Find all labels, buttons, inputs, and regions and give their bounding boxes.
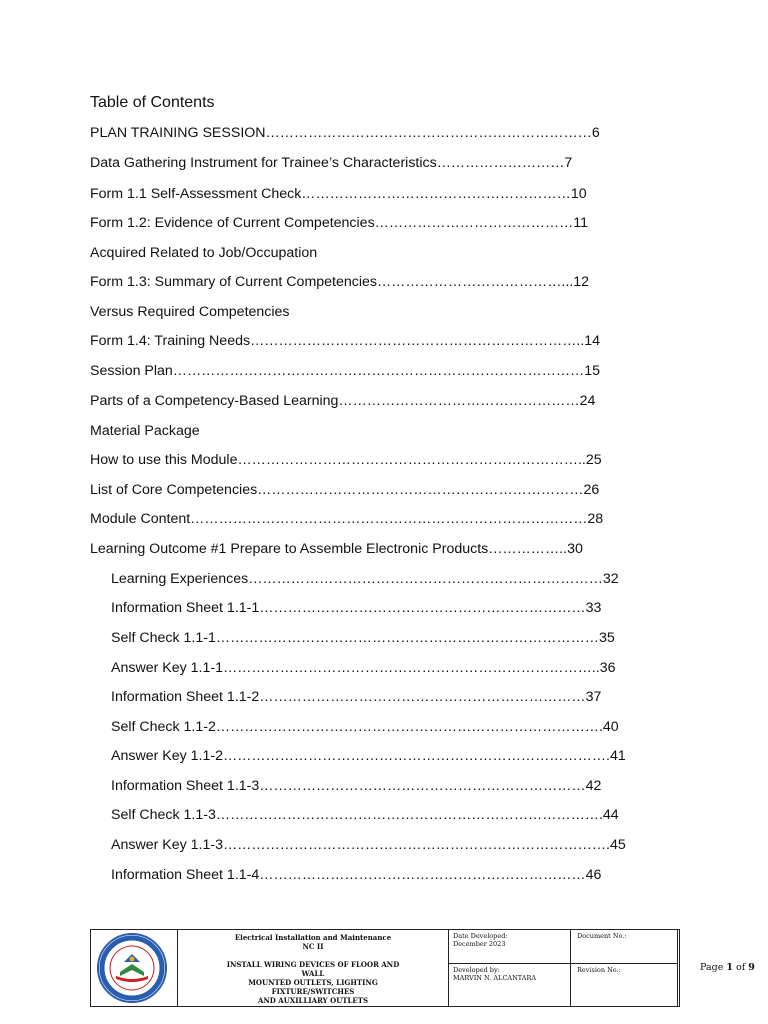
toc-entry: Form 1.2: Evidence of Current Competencies……………………………………11	[90, 215, 589, 231]
page-total: 9	[748, 962, 755, 973]
developed-by-value: MARVIN N. ALCANTARA	[453, 974, 537, 982]
toc-subentry: Answer Key 1.1-3……………………………………………………………………….45	[111, 837, 626, 853]
revision-number-label: Revision No.:	[577, 966, 621, 974]
toc-subentry: Self Check 1.1-1………………………………………………………………………35	[111, 630, 615, 646]
module-title-line: FIXTURE/SWITCHES	[271, 987, 355, 996]
page-number-cell	[678, 930, 768, 1006]
qualification-title-cell	[178, 930, 449, 1006]
toc-subentry: Answer Key 1.1-1……………………………………………………………………..36	[111, 660, 616, 676]
document-number-label: Document No.:	[577, 932, 627, 940]
toc-entry: List of Core Competencies……………………………………………………………26	[90, 482, 600, 498]
toc-entry: PLAN TRAINING SESSION……………………………………………………………6	[90, 125, 600, 141]
document-footer-table	[90, 929, 755, 1007]
qualification-level: NC II	[302, 942, 324, 951]
toc-entry: Form 1.3: Summary of Current Competencies…………………………………...12	[90, 274, 590, 290]
toc-entry: Learning Outcome #1 Prepare to Assemble Electronic Products……………..30	[90, 541, 583, 557]
page-current: 1	[726, 962, 733, 973]
toc-entry: Data Gathering Instrument for Trainee’s Characteristics………………………7	[90, 155, 573, 171]
date-developed-value: December 2023	[453, 940, 506, 948]
toc-entry: Acquired Related to Job/Occupation	[90, 245, 318, 261]
module-title-line: WALL	[301, 969, 325, 978]
toc-subentry: Information Sheet 1.1-1……………………………………………………………33	[111, 600, 602, 616]
document-number-cell	[571, 930, 678, 964]
revision-number-cell	[571, 964, 678, 1006]
toc-subentry: Information Sheet 1.1-3……………………………………………………………42	[111, 778, 602, 794]
date-developed-label: Date Developed:	[453, 932, 508, 940]
toc-entry: Material Package	[90, 423, 200, 439]
toc-title: Table of Contents	[90, 94, 215, 111]
toc-subentry: Information Sheet 1.1-4……………………………………………………………46	[111, 867, 602, 883]
qualification-title: Electrical Installation and Maintenance	[234, 933, 392, 942]
toc-subentry: Information Sheet 1.1-2……………………………………………………………37	[111, 689, 602, 705]
developed-by-cell	[449, 964, 571, 1006]
toc-entry: Session Plan……………………………………………………………………………15	[90, 363, 601, 379]
toc-entry: Versus Required Competencies	[90, 304, 290, 320]
toc-subentry: Self Check 1.1-2……………………………………………………………………….40	[111, 719, 619, 735]
module-title-line: MOUNTED OUTLETS, LIGHTING	[248, 978, 378, 987]
page-of: of	[732, 962, 749, 973]
toc-entry: Form 1.1 Self-Assessment Check…………………………………………………10	[90, 186, 587, 202]
toc-entry: Parts of a Competency-Based Learning……………………………………………24	[90, 393, 596, 409]
toc-entry: Form 1.4: Training Needs……………………………………………………………..14	[90, 333, 601, 349]
toc-entry: Module Content…………………………………………………………………………28	[90, 511, 604, 527]
toc-subentry: Answer Key 1.1-2……………………………………………………………………….41	[111, 748, 626, 764]
logo-cell	[91, 930, 178, 1006]
toc-entry: How to use this Module………………………………………………………………..25	[90, 452, 602, 468]
toc-subentry: Self Check 1.1-3……………………………………………………………………….44	[111, 807, 619, 823]
date-developed-cell	[449, 930, 571, 964]
developed-by-label: Developed by:	[453, 966, 500, 974]
module-title-line: AND AUXILLIARY OUTLETS	[257, 996, 369, 1005]
school-seal-logo	[96, 932, 168, 1004]
page-number	[700, 962, 755, 973]
module-title-line: INSTALL WIRING DEVICES OF FLOOR AND	[226, 960, 400, 969]
page-prefix: Page	[700, 962, 727, 973]
toc-subentry: Learning Experiences…………………………………………………………………32	[111, 571, 619, 587]
